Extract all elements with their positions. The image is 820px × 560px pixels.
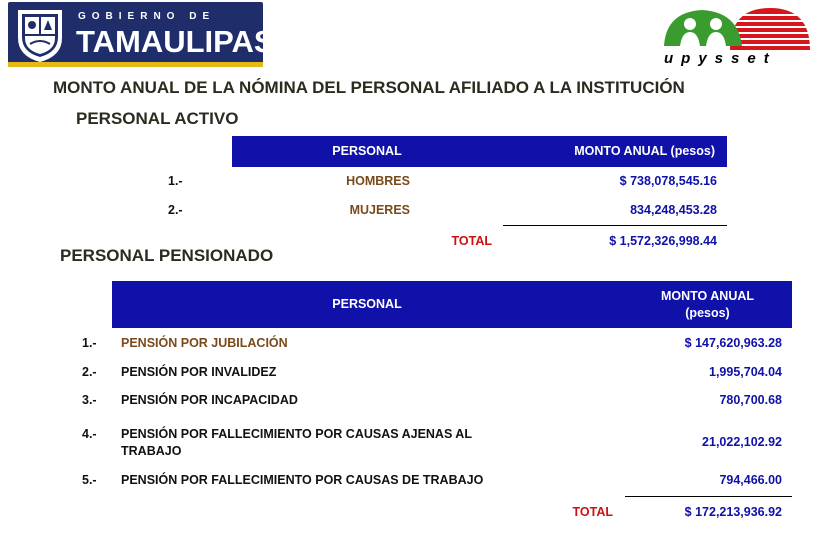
row-value: $ 738,078,545.16	[619, 174, 717, 188]
gobierno-tamaulipas-logo	[8, 2, 275, 66]
row-label: PENSIÓN POR FALLECIMIENTO POR CAUSAS DE TRABAJO	[121, 473, 484, 487]
row-label-line2: TRABAJO	[121, 444, 182, 458]
gov-line2: TAMAULIPAS	[76, 24, 275, 59]
row-number: 4.-	[82, 427, 97, 441]
row-number: 5.-	[82, 473, 97, 487]
row-number: 1.-	[168, 174, 183, 188]
upysset-wordmark: upysset	[664, 50, 777, 67]
row-value: 21,022,102.92	[702, 435, 782, 449]
row-number: 2.-	[82, 365, 97, 379]
row-label: PENSIÓN POR JUBILACIÓN	[121, 336, 288, 350]
activo-total-rule	[503, 225, 727, 226]
row-number: 1.-	[82, 336, 97, 350]
gov-line1: GOBIERNO DE	[78, 11, 216, 22]
activo-col-personal: PERSONAL	[332, 144, 402, 158]
row-label: PENSIÓN POR INCAPACIDAD	[121, 393, 298, 407]
pens-total-rule	[625, 496, 792, 497]
state-seal-icon	[10, 4, 70, 64]
activo-col-monto: MONTO ANUAL (pesos)	[574, 144, 715, 158]
pens-col-monto-1: MONTO ANUAL	[660, 289, 755, 303]
row-label: HOMBRES	[346, 174, 410, 188]
activo-total-value: $ 1,572,326,998.44	[609, 234, 717, 248]
gov-logo-stripe	[8, 62, 263, 67]
row-label: MUJERES	[349, 203, 410, 217]
row-number: 3.-	[82, 393, 97, 407]
row-number: 2.-	[168, 203, 183, 217]
activo-total-label: TOTAL	[451, 234, 492, 248]
row-value: 834,248,453.28	[630, 203, 717, 217]
row-label-line1: PENSIÓN POR FALLECIMIENTO POR CAUSAS AJENAS AL	[121, 427, 472, 441]
row-label: PENSIÓN POR INVALIDEZ	[121, 365, 277, 379]
row-value: 1,995,704.04	[709, 365, 782, 379]
section-title-pensionado: PERSONAL PENSIONADO	[60, 246, 274, 265]
row-value: 780,700.68	[719, 393, 782, 407]
row-value: $ 147,620,963.28	[684, 336, 782, 350]
pens-col-monto-2: (pesos)	[685, 306, 730, 320]
page-title: MONTO ANUAL DE LA NÓMINA DEL PERSONAL AFILIADO A LA INSTITUCIÓN	[53, 78, 685, 97]
pens-col-personal: PERSONAL	[332, 297, 402, 311]
section-title-activo: PERSONAL ACTIVO	[76, 109, 239, 128]
pens-total-label: TOTAL	[572, 505, 613, 519]
pens-total-value: $ 172,213,936.92	[684, 505, 782, 519]
row-value: 794,466.00	[719, 473, 782, 487]
